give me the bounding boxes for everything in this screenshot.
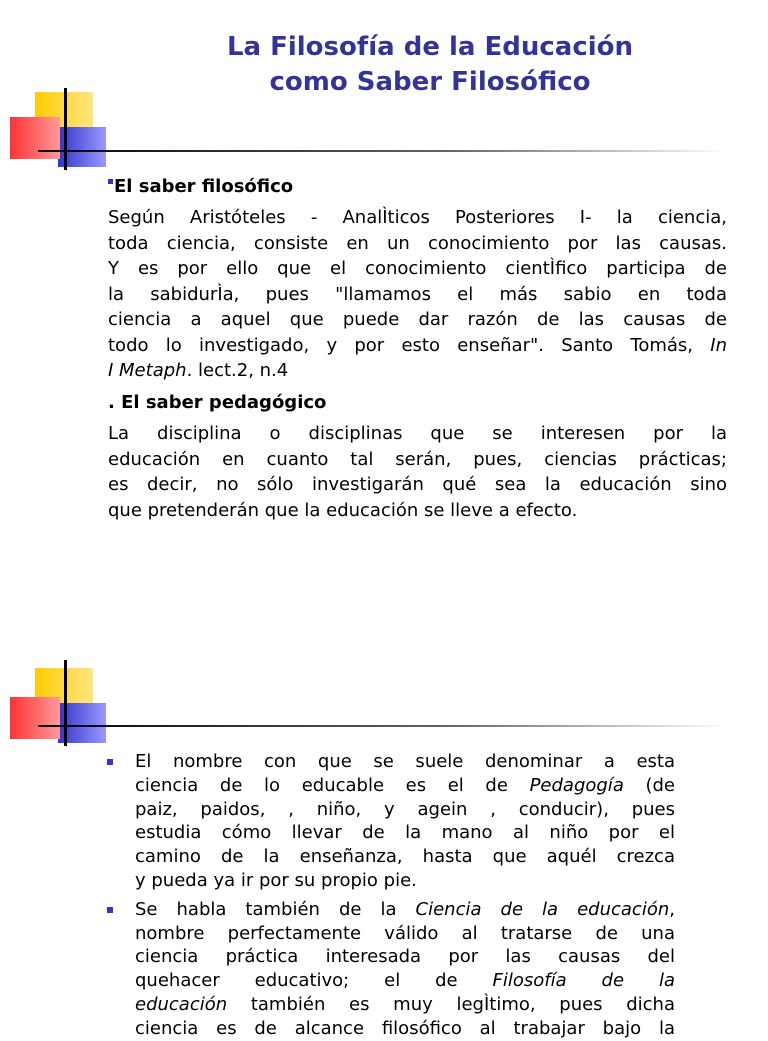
paragraph-line: Y es por ello que el conocimiento cientÌfico participa de: [108, 258, 727, 279]
paragraph-line: toda ciencia, consiste en un conocimiento por las causas.: [108, 232, 727, 254]
square-bullet-icon: [107, 907, 113, 913]
line-text: (de: [623, 774, 675, 796]
term-italic: Ciencia de la educación: [415, 898, 670, 920]
paragraph-aristotle: [108, 205, 727, 384]
paragraph-line: La disciplina o disciplinas que se interesen por la: [108, 423, 727, 444]
red-square: [10, 697, 60, 739]
term-italic: Filosofía de la: [492, 970, 675, 992]
bullet-line: [135, 969, 675, 993]
line-text: también es muy legÌtimo, pues dicha: [227, 993, 675, 1015]
citation-italic: In: [710, 334, 727, 356]
citation-italic: I Metaph: [108, 360, 187, 381]
section-heading-text: El saber filosófico: [114, 176, 294, 197]
bullet-line: camino de la enseñanza, hasta que aquél crezca: [135, 846, 675, 868]
term-italic: Pedagogía: [529, 774, 624, 796]
bullet-line: [135, 774, 675, 798]
horizontal-rule: [38, 150, 728, 152]
bullet-line: [135, 993, 675, 1017]
bullet-line: nombre perfectamente válido al tratarse de una: [135, 922, 675, 944]
line-text: quehacer educativo; el de: [135, 970, 493, 992]
line-text: . lect.2, n.4: [186, 360, 289, 381]
bullet-line: paiz, paidos, , niño, y agein , conducir), pues: [135, 798, 675, 820]
bullet-line: estudia cómo llevar de la mano al niño por el: [135, 822, 675, 844]
square-bullet-icon: [107, 759, 113, 765]
bullet-item-ciencia-educacion: [105, 898, 675, 1041]
bullet-line: [135, 898, 675, 922]
square-bullet-icon: [108, 179, 113, 184]
title-line-2: como Saber Filosófico: [269, 67, 591, 97]
bullet-item-pedagogia: [105, 750, 675, 893]
paragraph-line: ciencia a aquel que puede dar razón de las causas de: [108, 309, 727, 330]
line-text: ciencia de lo educable es el de: [135, 774, 530, 796]
paragraph-line: [108, 333, 727, 359]
paragraph-line: es decir, no sólo investigarán qué sea la educación sino: [108, 474, 727, 495]
slide-2: [0, 640, 768, 1039]
bullet-line: El nombre con que se suele denominar a esta: [135, 751, 675, 772]
bullet-line: ciencia práctica interesada por las causas del: [135, 946, 675, 968]
paragraph-line: que pretenderán que la educación se lleve a efecto.: [108, 499, 578, 521]
title-line-1: La Filosofía de la Educación: [226, 32, 634, 62]
paragraph-line: Según Aristóteles - AnalÌticos Posteriores I- la ciencia,: [108, 207, 727, 228]
section-heading-pedagogical: [108, 391, 326, 415]
section-heading-philosophical: [108, 175, 293, 199]
term-italic: educación: [135, 993, 228, 1015]
horizontal-rule: [38, 725, 728, 727]
line-text: todo lo investigado, y por esto enseñar". Santo Tomás,: [108, 334, 711, 356]
vertical-rule: [64, 88, 67, 170]
paragraph-pedagogical: [108, 421, 727, 523]
line-text: ,: [669, 898, 675, 920]
paragraph-line: la sabidurÌa, pues "llamamos el más sabio en toda: [108, 283, 727, 305]
paragraph-line: educación en cuanto tal serán, pues, ciencias prácticas;: [108, 448, 727, 470]
vertical-rule: [64, 660, 67, 746]
bullet-line: y pueda ya ir por su propio pie.: [135, 869, 417, 891]
paragraph-line: [108, 358, 727, 384]
section-heading-text: . El saber pedagógico: [108, 392, 327, 413]
bullet-list: [105, 750, 675, 1041]
bullet-line: ciencia es de alcance filosófico al trabajar bajo la: [135, 1017, 675, 1039]
red-square: [10, 117, 60, 159]
line-text: Se habla también de la: [135, 898, 416, 920]
slide-title: [150, 30, 710, 100]
